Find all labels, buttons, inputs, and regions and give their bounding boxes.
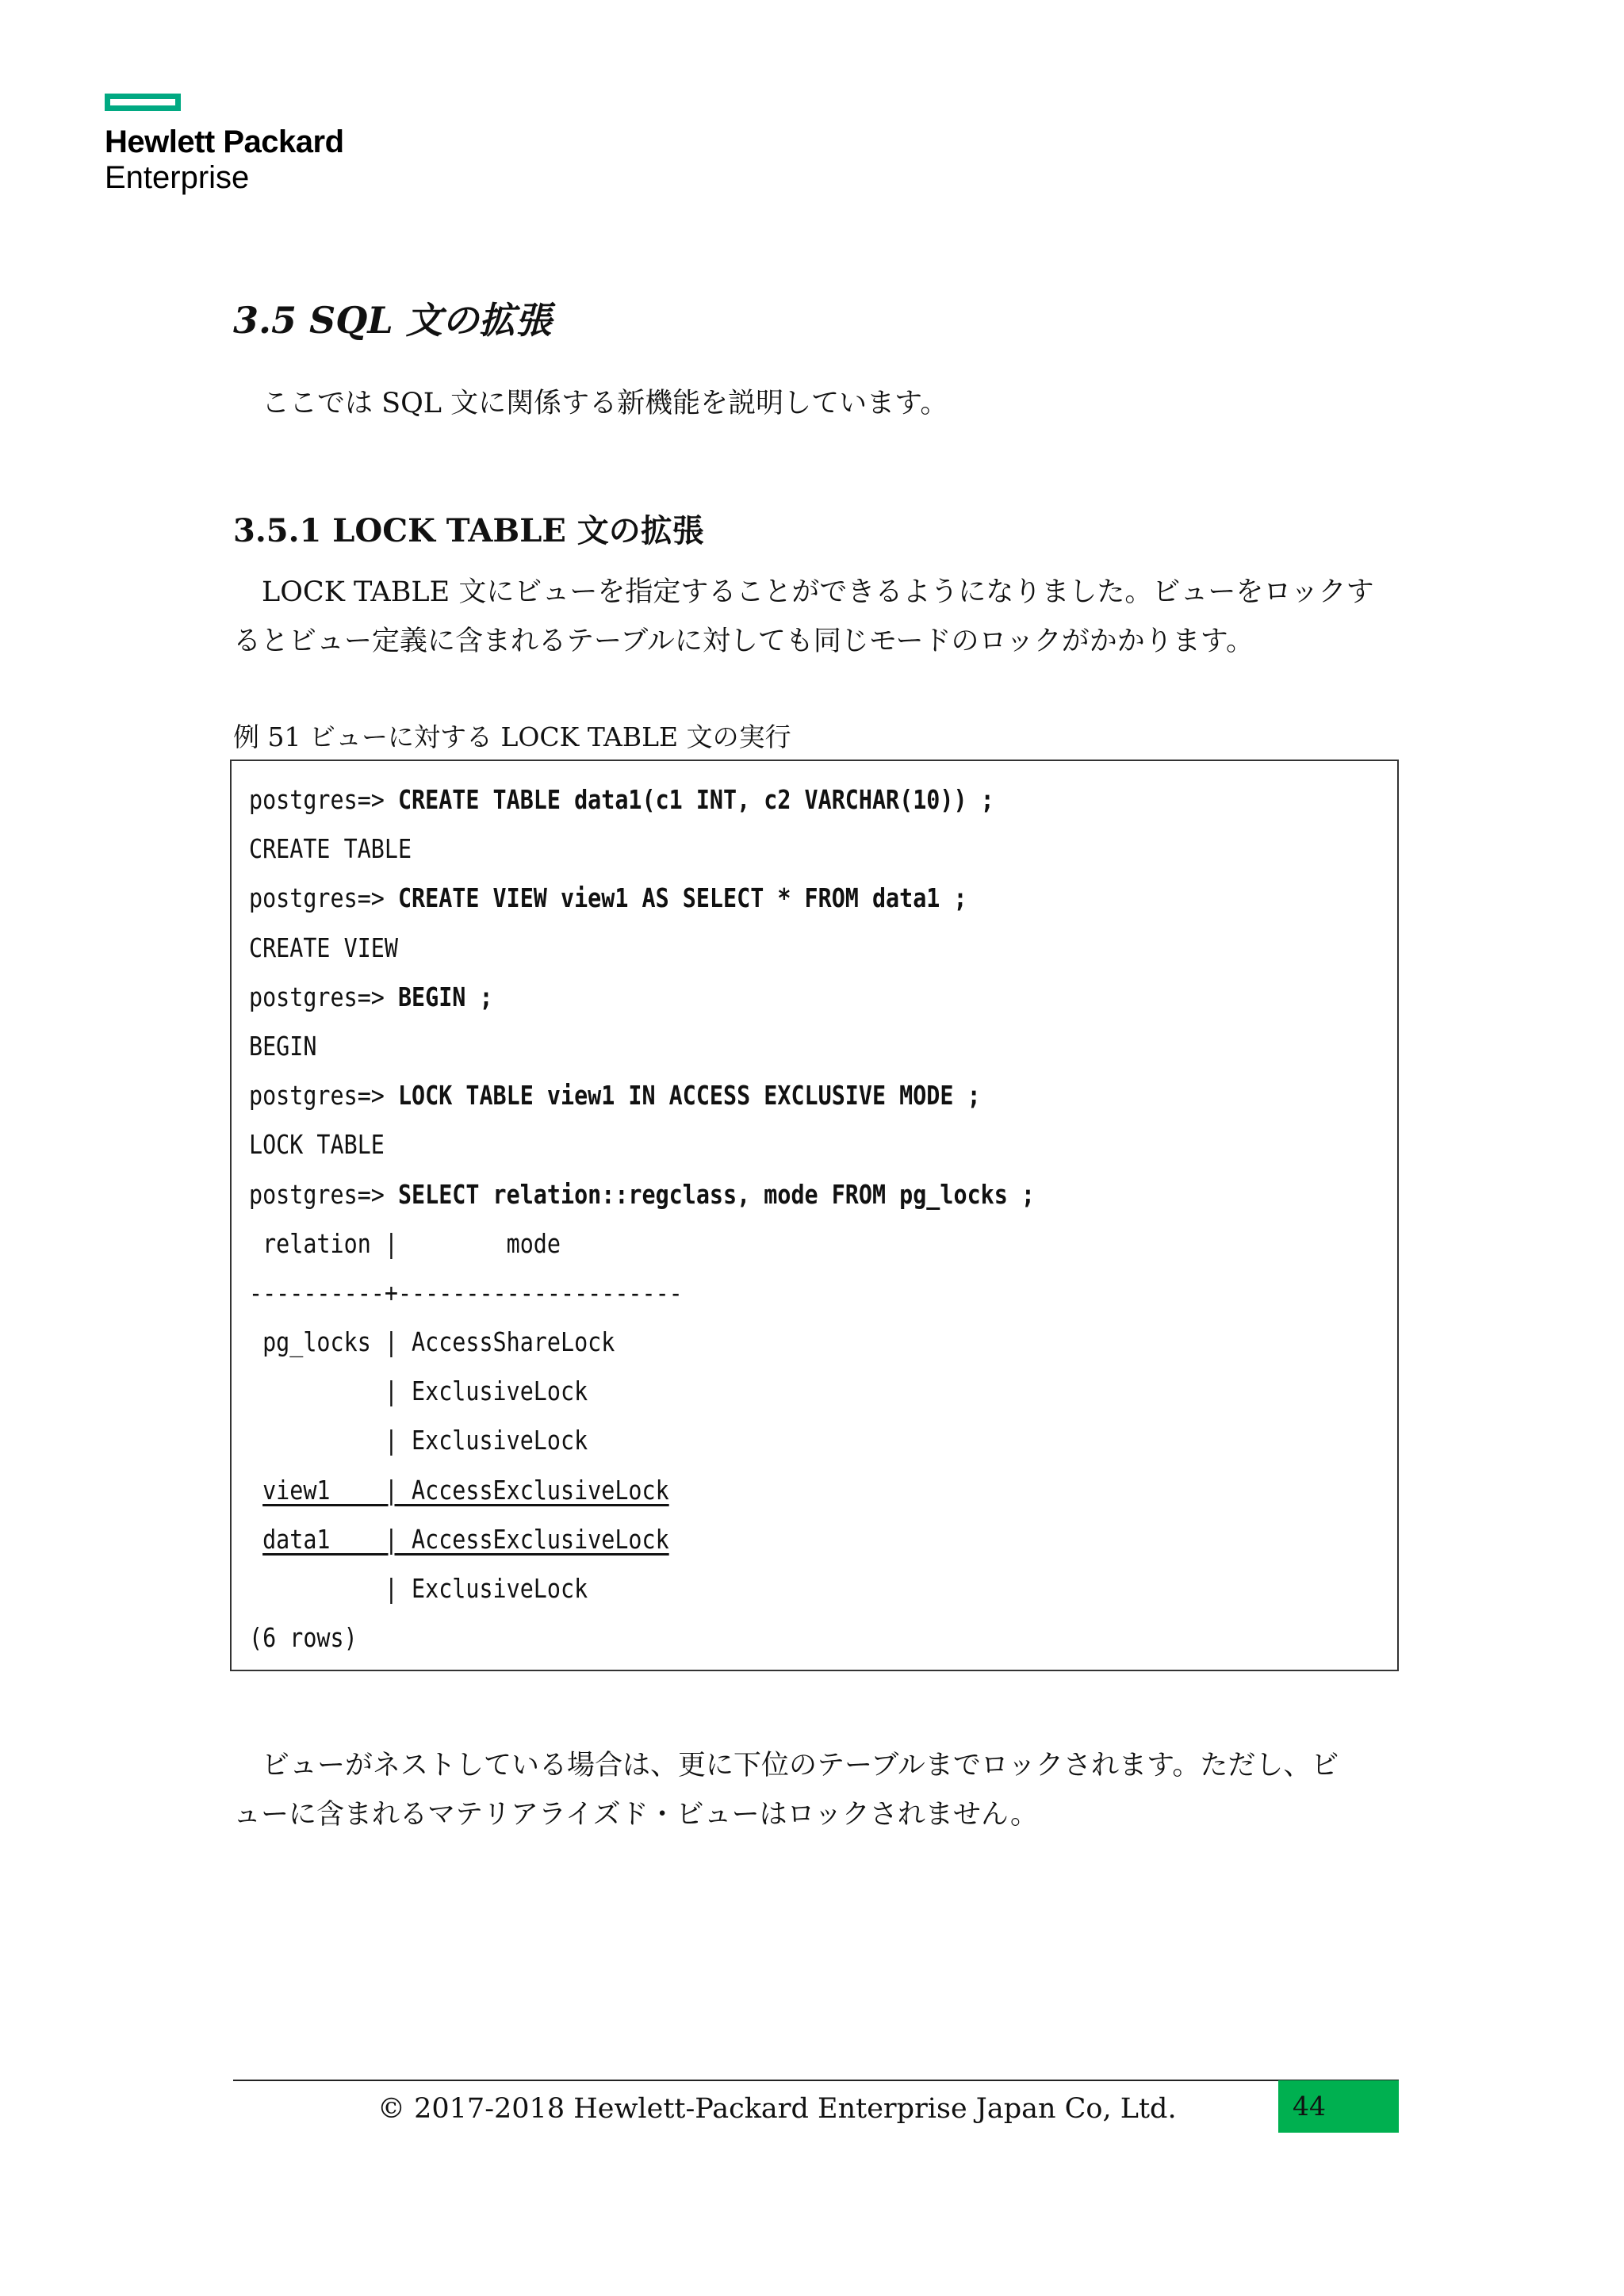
logo-text-line2: Enterprise <box>105 160 250 195</box>
after-para-line1: ビューがネストしている場合は、更に下位のテーブルまでロックされます。ただし、ビ <box>262 1750 1339 1781</box>
footer-copyright: © 2017-2018 Hewlett-Packard Enterprise Japan Co, Ltd. <box>377 2093 1177 2125</box>
page-number-box <box>1278 2080 1399 2133</box>
code-line <box>249 1416 1035 1465</box>
code-output: | ExclusiveLock <box>249 1425 588 1456</box>
code-output: | ExclusiveLock <box>249 1573 588 1604</box>
code-line <box>249 825 1035 874</box>
page-number: 44 <box>1293 2091 1326 2122</box>
example-caption: 例 51 ビューに対する LOCK TABLE 文の実行 <box>233 721 791 752</box>
code-command: BEGIN ; <box>397 981 493 1012</box>
logo-rectangle-mark <box>105 94 181 111</box>
code-output: pg_locks | AccessShareLock <box>249 1326 615 1358</box>
code-line <box>249 1613 1035 1663</box>
code-prompt: postgres=> <box>249 882 398 914</box>
code-line <box>249 924 1035 973</box>
code-line <box>249 1367 1035 1416</box>
code-prompt: postgres=> <box>249 981 398 1012</box>
code-output: relation | mode <box>249 1227 561 1259</box>
code-line <box>249 874 1035 923</box>
code-prompt: postgres=> <box>249 1178 398 1210</box>
code-line <box>249 1564 1035 1613</box>
after-para-line2: ューに含まれるマテリアライズド・ビューはロックされません。 <box>233 1799 1039 1831</box>
code-prompt: postgres=> <box>249 784 398 815</box>
logo-text-line1: Hewlett Packard <box>105 124 344 159</box>
section-intro: ここでは SQL 文に関係する新機能を説明しています。 <box>262 388 948 419</box>
footer-divider <box>233 2080 1399 2081</box>
code-command: CREATE TABLE data1(c1 INT, c2 VARCHAR(10)) ; <box>397 784 994 815</box>
code-output: ----------+--------------------- <box>249 1276 683 1308</box>
code-output: (6 rows) <box>249 1622 358 1654</box>
code-output: CREATE TABLE <box>249 833 412 865</box>
code-line <box>249 1515 1035 1564</box>
code-line <box>249 1120 1035 1169</box>
code-line <box>249 1466 1035 1515</box>
code-output: BEGIN <box>249 1030 317 1062</box>
subsection-para-line1: LOCK TABLE 文にビューを指定することができるようになりました。ビューをロックす <box>262 576 1374 608</box>
section-title: 3.5 SQL 文の拡張 <box>233 299 552 342</box>
code-line <box>249 775 1035 825</box>
code-line <box>249 1071 1035 1120</box>
code-output: data1 | AccessExclusiveLock <box>262 1523 669 1555</box>
code-line <box>249 1022 1035 1071</box>
hpe-logo <box>105 94 344 195</box>
code-output: LOCK TABLE <box>249 1129 385 1161</box>
code-prompt: postgres=> <box>249 1080 398 1112</box>
code-command: LOCK TABLE view1 IN ACCESS EXCLUSIVE MODE ; <box>397 1080 981 1112</box>
code-line <box>249 1318 1035 1367</box>
code-command: SELECT relation::regclass, mode FROM pg_locks ; <box>397 1178 1036 1210</box>
subsection-title: 3.5.1 LOCK TABLE 文の拡張 <box>233 512 704 549</box>
subsection-para-line2: るとビュー定義に含まれるテーブルに対しても同じモードのロックがかかります。 <box>233 626 1254 657</box>
code-command: CREATE VIEW view1 AS SELECT * FROM data1 ; <box>397 882 967 914</box>
code-line <box>249 973 1035 1022</box>
code-output: view1 | AccessExclusiveLock <box>262 1474 669 1506</box>
code-line <box>249 1170 1035 1219</box>
code-listing <box>249 775 1162 1663</box>
code-example-box <box>230 760 1399 1671</box>
code-output: | ExclusiveLock <box>249 1376 588 1407</box>
code-line <box>249 1269 1035 1318</box>
code-output: CREATE VIEW <box>249 932 398 963</box>
code-line <box>249 1219 1035 1269</box>
